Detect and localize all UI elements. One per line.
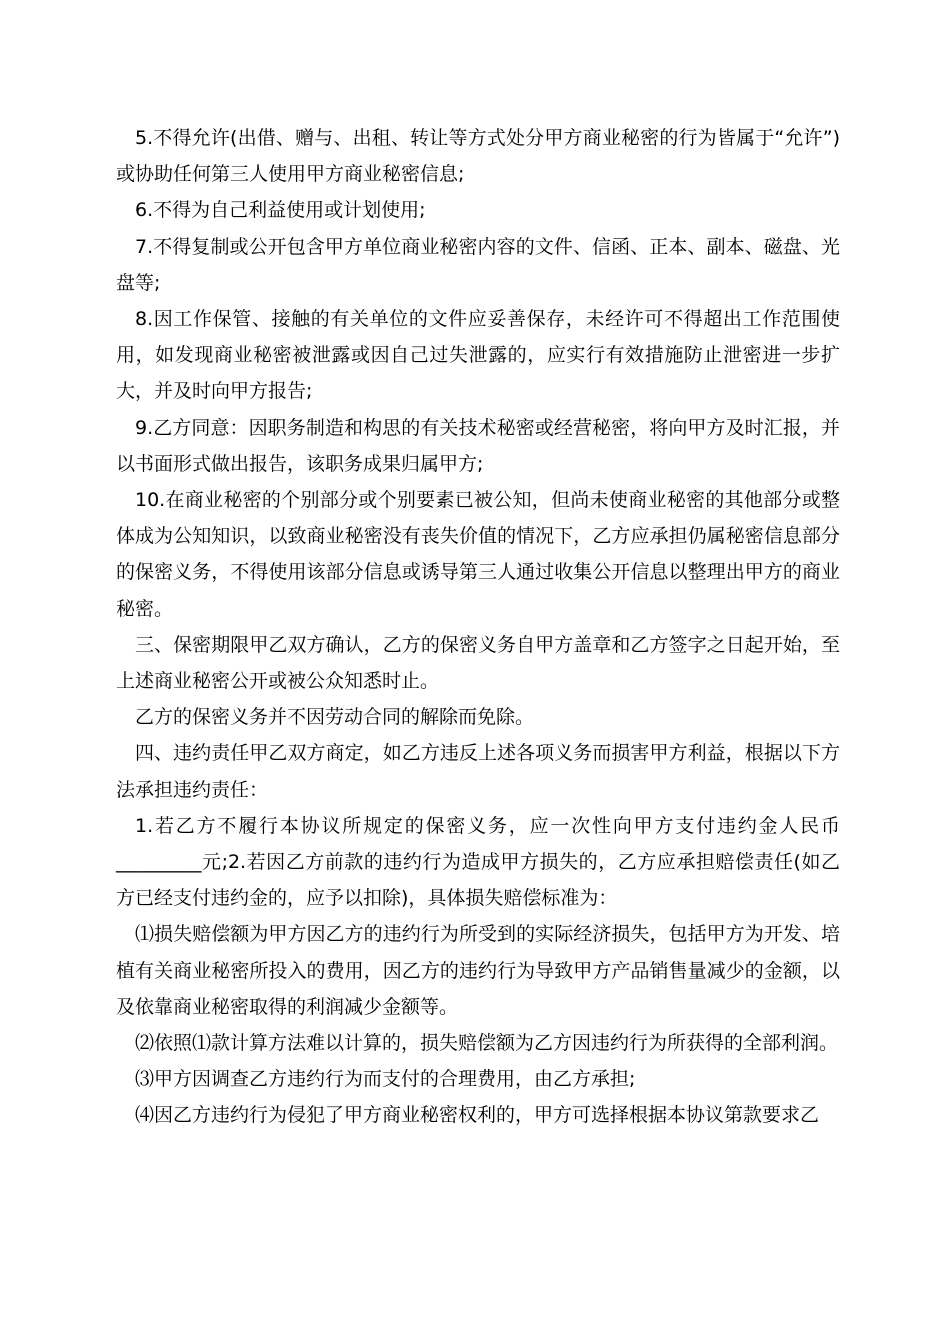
paragraph-liability-1-2: 1.若乙方不履行本协议所规定的保密义务，应一次性向甲方支付违约金人民币_________元;2.若因乙方前款的违约行为造成甲方损失的，乙方应承担赔偿责任(如乙方已经支付违约金的，应予以扣除)，具体损失赔偿标准为： [116, 814, 840, 910]
section-3-confidentiality-period: 三、保密期限甲乙双方确认，乙方的保密义务自甲方盖章和乙方签字之日起开始，至上述商业秘密公开或被公众知悉时止。 [116, 633, 840, 693]
paragraph-obligation-continues: 乙方的保密义务并不因劳动合同的解除而免除。 [135, 706, 535, 729]
paragraph-8: 8.因工作保管、接触的有关单位的文件应妥善保存，未经许可不得超出工作范围使用，如发现商业秘密被泄露或因自己过失泄露的，应实行有效措施防止泄密进一步扩大，并及时向甲方报告; [116, 308, 840, 403]
paragraph-6: 6.不得为自己利益使用或计划使用; [135, 199, 426, 222]
paragraph-9: 9.乙方同意：因职务制造和构思的有关技术秘密或经营秘密，将向甲方及时汇报，并以书面形式做出报告，该职务成果归属甲方; [116, 416, 840, 475]
paragraph-10: 10.在商业秘密的个别部分或个别要素已被公知，但尚未使商业秘密的其他部分或整体成为公知知识，以致商业秘密没有丧失价值的情况下，乙方应承担仍属秘密信息部分的保密义务，不得使用该部分信息或诱导第三人通过收集公开信息以整理出甲方的商业秘密。 [116, 489, 840, 620]
section-4-liability: 四、违约责任甲乙双方商定，如乙方违反上述各项义务而损害甲方利益，根据以下方法承担违约责任： [116, 742, 840, 801]
paragraph-5: 5.不得允许(出借、赠与、出租、转让等方式处分甲方商业秘密的行为皆属于“允许”)或协助任何第三人使用甲方商业秘密信息; [116, 127, 840, 186]
paragraph-damages-1: ⑴损失赔偿额为甲方因乙方的违约行为所受到的实际经济损失，包括甲方为开发、培植有关商业秘密所投入的费用，因乙方的违约行为导致甲方产品销售量减少的金额，以及依靠商业秘密取得的利润减少金额等。 [116, 923, 840, 1018]
paragraph-damages-2: ⑵依照⑴款计算方法难以计算的，损失赔偿额为乙方因违约行为所获得的全部利润。 [135, 1032, 839, 1055]
paragraph-damages-4: ⑷因乙方违约行为侵犯了甲方商业秘密权利的，甲方可选择根据本协议第款要求乙 [135, 1104, 820, 1127]
paragraph-7: 7.不得复制或公开包含甲方单位商业秘密内容的文件、信函、正本、副本、磁盘、光盘等; [116, 235, 840, 294]
paragraph-damages-3: ⑶甲方因调查乙方违约行为而支付的合理费用，由乙方承担; [135, 1068, 636, 1091]
